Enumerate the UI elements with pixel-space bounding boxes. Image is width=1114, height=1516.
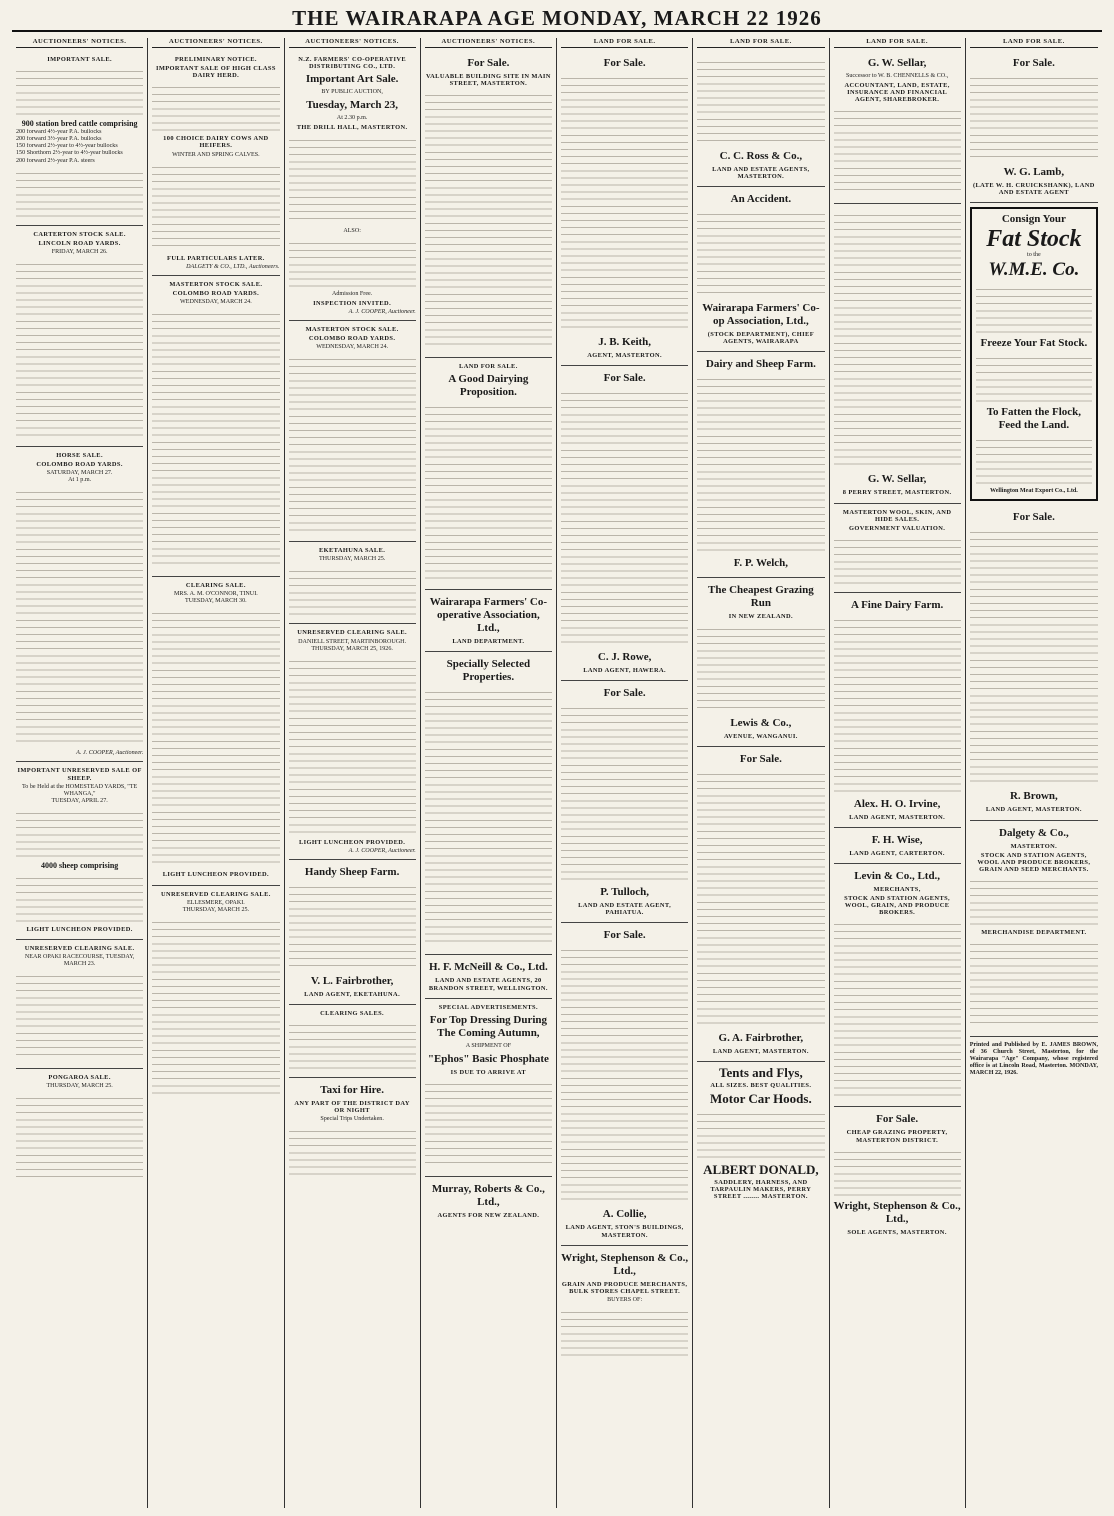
ad-title: 900 station bred cattle comprising bbox=[21, 119, 138, 129]
ad-agent-name: C. C. Ross & Co., bbox=[719, 150, 803, 163]
ad-heading: UNRESERVED CLEARING SALE. bbox=[161, 890, 271, 898]
ad-body-text bbox=[425, 402, 552, 582]
column-3 bbox=[285, 38, 421, 1508]
ad-title: For Sale. bbox=[603, 687, 646, 700]
ad-body-text bbox=[152, 309, 279, 569]
ad-block bbox=[561, 681, 688, 923]
ad-block bbox=[16, 940, 143, 1069]
ad-body-text bbox=[289, 354, 416, 534]
ad-agent-name: P. Tulloch, bbox=[600, 886, 650, 899]
ad-line: Fat Stock bbox=[986, 226, 1082, 253]
ad-block bbox=[970, 821, 1098, 1037]
ad-body-text bbox=[425, 1079, 552, 1169]
ad-block bbox=[970, 505, 1098, 820]
ad-heading: LAND FOR SALE. bbox=[459, 363, 518, 371]
ad-date: WEDNESDAY, MARCH 24. bbox=[316, 344, 389, 351]
ad-subheading: BY PUBLIC AUCTION, bbox=[321, 89, 383, 96]
ad-agent-name: J. B. Keith, bbox=[598, 336, 652, 349]
ad-title: Dairy and Sheep Farm. bbox=[705, 358, 816, 371]
ad-block bbox=[289, 1078, 416, 1183]
ad-title: H. F. McNeill & Co., Ltd. bbox=[429, 961, 548, 974]
ad-heading: MASTERTON WOOL, SKIN, AND HIDE SALES. bbox=[842, 508, 952, 523]
ad-title: For Sale. bbox=[603, 57, 646, 70]
ad-body-text bbox=[561, 703, 688, 883]
ad-agent-name: ALBERT DONALD, bbox=[703, 1161, 819, 1177]
ad-date: Tuesday, March 23, bbox=[306, 99, 398, 112]
ad-agent-role: ACCOUNTANT, LAND, ESTATE, INSURANCE AND FINANCIAL AGENT, SHAREBROKER. bbox=[844, 82, 950, 104]
ad-agent-role: SADDLERY, HARNESS, AND TARPAULIN MAKERS, PERRY STREET ........ MASTERTON. bbox=[710, 1178, 812, 1201]
ad-body-text bbox=[697, 57, 824, 147]
ad-body-text bbox=[16, 873, 143, 923]
ad-agent-name: A. Collie, bbox=[602, 1208, 647, 1221]
ad-block bbox=[834, 828, 961, 864]
ad-body-text bbox=[289, 238, 416, 288]
ad-subheading: MERCHANTS, bbox=[873, 886, 921, 894]
ad-date: THURSDAY, MARCH 25. bbox=[182, 906, 250, 913]
ad-agent-role: 8 PERRY STREET, MASTERTON. bbox=[842, 489, 952, 497]
ad-agent-name: Lewis & Co., bbox=[730, 716, 792, 729]
ad-subheading: COLOMBO ROAD YARDS. bbox=[36, 461, 123, 469]
ad-body-text bbox=[561, 1307, 688, 1357]
ad-body-text bbox=[697, 209, 824, 299]
ad-agent-role: LAND AGENT, STON'S BUILDINGS, MASTERTON. bbox=[565, 1224, 684, 1239]
ad-title: The Cheapest Grazing Run bbox=[708, 584, 814, 610]
ad-block bbox=[834, 593, 961, 828]
ad-block bbox=[152, 276, 279, 577]
ad-title: Wairarapa Farmers' Co-operative Association, Ltd., bbox=[429, 596, 548, 635]
ad-signature: A. J. COOPER, Auctioneer. bbox=[76, 750, 144, 757]
ad-block bbox=[152, 886, 279, 1104]
ad-title: For Top Dressing During The Coming Autumn, bbox=[429, 1013, 547, 1039]
column-7 bbox=[830, 38, 966, 1508]
ad-block bbox=[834, 504, 961, 593]
ad-firm: N.Z. FARMERS' CO-OPERATIVE DISTRIBUTING CO., LTD. bbox=[298, 56, 407, 71]
ad-date: SATURDAY, MARCH 27. bbox=[46, 470, 113, 477]
ad-subheading: LINCOLN ROAD YARDS. bbox=[38, 239, 121, 247]
column-5 bbox=[557, 38, 693, 1508]
ad-subheading: MASTERTON. bbox=[1010, 842, 1058, 850]
ad-body-text bbox=[16, 1093, 143, 1183]
ad-body-text bbox=[289, 135, 416, 225]
ad-title: Important Art Sale. bbox=[305, 73, 399, 86]
ad-agent-name: G. W. Sellar, bbox=[867, 473, 927, 486]
ad-agent-name: Alex. H. O. Irvine, bbox=[853, 797, 941, 810]
list-item: 150 forward 2½-year to 4½-year bullocks bbox=[16, 143, 118, 150]
ad-block bbox=[425, 590, 552, 652]
ad-block bbox=[425, 999, 552, 1177]
ad-subheading: LAND AND ESTATE AGENTS, 20 BRANDON STREET, WELLINGTON. bbox=[428, 977, 548, 992]
list-item: 150 Shorthorn 2½-year to 4½-year bullocks bbox=[16, 150, 123, 157]
ad-block bbox=[697, 1062, 824, 1206]
ad-heading: UNRESERVED CLEARING SALE. bbox=[24, 944, 135, 952]
columns-area bbox=[12, 38, 1102, 1508]
ad-signature: A. J. COOPER, Auctioneer. bbox=[348, 308, 416, 315]
ad-block bbox=[16, 51, 143, 226]
ad-heading: PONGAROA SALE. bbox=[48, 1074, 111, 1082]
column-heading: AUCTIONEERS' NOTICES. bbox=[16, 38, 143, 48]
ad-agent-role: (STOCK DEPARTMENT), CHIEF AGENTS, WAIRARAPA bbox=[707, 331, 815, 346]
ad-title: For Sale. bbox=[603, 372, 646, 385]
ad-agent-role: LAND AGENT, MASTERTON. bbox=[985, 806, 1082, 814]
ad-body-text bbox=[697, 624, 824, 714]
ad-agent-role: (LATE W. H. CRUICKSHANK), LAND AND ESTATE AGENT bbox=[972, 182, 1095, 197]
ad-heading: PRELIMINARY NOTICE. bbox=[174, 56, 257, 64]
ad-body-text bbox=[834, 106, 961, 196]
ad-signature: DALGETY & CO., LTD., Auctioneers. bbox=[186, 263, 280, 270]
ad-product: "Ephos" Basic Phosphate bbox=[427, 1052, 549, 1065]
ad-body-text bbox=[970, 876, 1098, 926]
ad-note: LIGHT LUNCHEON PROVIDED. bbox=[162, 871, 269, 879]
ad-body-text bbox=[976, 353, 1092, 403]
ad-title: For Sale. bbox=[876, 1113, 919, 1126]
column-heading: LAND FOR SALE. bbox=[970, 38, 1098, 48]
ad-agent-name: G. W. Sellar, bbox=[867, 57, 927, 70]
ad-title: For Sale. bbox=[739, 752, 782, 765]
ad-line: Wellington Meat Export Co., Ltd. bbox=[989, 488, 1078, 495]
column-heading: AUCTIONEERS' NOTICES. bbox=[425, 38, 552, 48]
ad-date: THURSDAY, MARCH 25, 1926. bbox=[311, 645, 393, 652]
ad-block bbox=[425, 1177, 552, 1225]
ad-note: LIGHT LUNCHEON PROVIDED. bbox=[26, 925, 133, 933]
ad-block bbox=[289, 51, 416, 321]
newspaper-title: THE WAIRARAPA AGE MONDAY, MARCH 22 1926 bbox=[292, 5, 822, 30]
ad-line: Freeze Your Fat Stock. bbox=[980, 337, 1088, 350]
ad-block bbox=[289, 1005, 416, 1078]
ad-note: BUYERS OF: bbox=[607, 1296, 643, 1303]
ad-block bbox=[697, 747, 824, 1062]
ad-agent-role: LAND AND ESTATE AGENTS, MASTERTON. bbox=[712, 166, 810, 181]
ad-body-text bbox=[16, 971, 143, 1061]
ad-note: Admission Free. bbox=[331, 290, 373, 297]
ad-block bbox=[697, 578, 824, 746]
ad-subheading: DANIELL STREET, MARTINBOROUGH. bbox=[298, 638, 407, 645]
ad-subheading: LAND DEPARTMENT. bbox=[452, 638, 525, 646]
ad-body-text bbox=[970, 527, 1098, 787]
masthead bbox=[12, 6, 1102, 32]
ad-date: THURSDAY, MARCH 25. bbox=[46, 1083, 113, 1090]
list-item: 200 forward 3½-year P.A. bullocks bbox=[16, 136, 102, 143]
ad-block bbox=[152, 51, 279, 276]
ad-block bbox=[834, 51, 961, 204]
ad-title: Motor Car Hoods. bbox=[710, 1090, 812, 1106]
ad-heading: EKETAHUNA SALE. bbox=[318, 547, 386, 555]
ad-subheading: COLOMBO ROAD YARDS. bbox=[172, 289, 260, 297]
ad-agent-role: LAND AGENT, EKETAHUNA. bbox=[304, 990, 401, 998]
ad-body-text bbox=[834, 615, 961, 795]
ad-heading: MERCHANDISE DEPARTMENT. bbox=[981, 928, 1087, 936]
ad-body-text bbox=[289, 1126, 416, 1176]
ad-signature: A. J. COOPER, Auctioneer. bbox=[348, 847, 416, 854]
ad-subheading: ALL SIZES. BEST QUALITIES. bbox=[710, 1081, 812, 1089]
ad-subheading: MRS. A. M. O'CONNOR, TINUI. bbox=[173, 591, 258, 598]
ad-body-text bbox=[561, 945, 688, 1205]
ad-heading: CARTERTON STOCK SALE. bbox=[33, 230, 126, 238]
ad-block bbox=[425, 358, 552, 590]
ad-heading: MASTERTON STOCK SALE. bbox=[169, 280, 263, 288]
ad-note: IS DUE TO ARRIVE AT bbox=[450, 1068, 527, 1076]
ad-block bbox=[152, 577, 279, 885]
ad-title: For Sale. bbox=[603, 929, 646, 942]
ad-title: For Sale. bbox=[1012, 57, 1055, 70]
ad-block bbox=[425, 955, 552, 998]
ad-line: To Fatten the Flock, Feed the Land. bbox=[986, 406, 1082, 432]
ad-agent-name: R. Brown, bbox=[1009, 790, 1058, 803]
ad-agent-role: STOCK AND STATION AGENTS, WOOL, GRAIN, AND PRODUCE BROKERS. bbox=[844, 895, 951, 917]
ad-block bbox=[697, 187, 824, 352]
ad-body-text bbox=[976, 435, 1092, 485]
ad-agent-role: LAND AGENT, CARTERTON. bbox=[849, 849, 945, 857]
list-item: 200 forward 4½-year P.A. bullocks bbox=[16, 129, 102, 136]
column-heading: AUCTIONEERS' NOTICES. bbox=[152, 38, 279, 48]
ad-title: For Sale. bbox=[467, 57, 510, 70]
ad-heading: CLEARING SALE. bbox=[185, 582, 246, 590]
ad-title: For Sale. bbox=[1012, 511, 1055, 524]
ad-body-text bbox=[834, 1147, 961, 1197]
ad-subheading: 100 CHOICE DAIRY COWS AND HEIFERS. bbox=[163, 135, 269, 150]
meat-export-ad bbox=[970, 207, 1098, 501]
ad-block bbox=[16, 762, 143, 940]
ad-agent-role: LAND AGENT, HAWERA. bbox=[583, 667, 666, 675]
ad-body-text bbox=[16, 487, 143, 747]
ad-date: THURSDAY, MARCH 25. bbox=[318, 556, 386, 563]
ad-body-text bbox=[976, 284, 1092, 334]
ad-body-text bbox=[289, 882, 416, 972]
ad-line: W.M.E. Co. bbox=[988, 259, 1080, 281]
column-6 bbox=[693, 38, 829, 1508]
ad-agent-role: LAND AND ESTATE AGENT, PAHIATUA. bbox=[578, 902, 672, 917]
ad-title: Murray, Roberts & Co., Ltd., bbox=[431, 1182, 545, 1208]
ad-date: WEDNESDAY, MARCH 24. bbox=[179, 299, 252, 306]
ad-agent-name: W. G. Lamb, bbox=[1003, 166, 1065, 179]
ad-block bbox=[561, 51, 688, 366]
ad-heading: CLEARING SALES. bbox=[320, 1009, 385, 1017]
ad-agent-name: Wright, Stephenson & Co., Ltd., bbox=[833, 1199, 961, 1225]
ad-block bbox=[289, 624, 416, 859]
ad-title: A Fine Dairy Farm. bbox=[850, 598, 944, 611]
ad-note: LIGHT LUNCHEON PROVIDED. bbox=[299, 838, 406, 846]
ad-date: TUESDAY, MARCH 30. bbox=[185, 598, 247, 605]
ad-agent-role: STOCK AND STATION AGENTS, WOOL AND PRODUCE BROKERS, GRAIN AND SEED MERCHANTS. bbox=[977, 851, 1091, 873]
ad-body-text bbox=[152, 917, 279, 1097]
ad-body-text bbox=[152, 162, 279, 252]
column-1 bbox=[12, 38, 148, 1508]
ad-body-text bbox=[834, 210, 961, 470]
ad-body-text bbox=[289, 1020, 416, 1070]
ad-agent-name: F. P. Welch, bbox=[733, 557, 789, 570]
ad-note: FULL PARTICULARS LATER. bbox=[167, 254, 265, 262]
ad-body-text bbox=[561, 73, 688, 333]
ad-note: INSPECTION INVITED. bbox=[313, 299, 392, 307]
ad-heading: MASTERTON STOCK SALE. bbox=[305, 325, 399, 333]
list-item: 200 forward 2½-year P.A. steers bbox=[16, 157, 95, 164]
ad-title: Specially Selected Properties. bbox=[446, 658, 531, 684]
ad-agent-name: F. H. Wise, bbox=[871, 833, 923, 846]
ad-body-text bbox=[834, 919, 961, 1099]
ad-body-text bbox=[697, 769, 824, 1029]
ad-subheading: GRAIN AND PRODUCE MERCHANTS, BULK STORES CHAPEL STREET. bbox=[561, 1280, 688, 1295]
ad-agent-role: LAND AGENT, MASTERTON. bbox=[712, 1047, 809, 1055]
ad-firm: Wairarapa Farmers' Co-op Association, Ltd., bbox=[702, 302, 820, 328]
ad-agent-role: AGENT, MASTERTON. bbox=[587, 352, 662, 360]
ad-agent-role: AVENUE, WANGANUI. bbox=[723, 732, 798, 740]
ad-heading: IMPORTANT SALE. bbox=[47, 56, 113, 64]
ad-body-text bbox=[16, 259, 143, 439]
ad-title: 4000 sheep comprising bbox=[40, 860, 119, 870]
imprint-block bbox=[970, 1037, 1098, 1083]
ad-date: TUESDAY, APRIL 27. bbox=[51, 797, 108, 804]
ad-title: Taxi for Hire. bbox=[320, 1084, 384, 1097]
ad-subheading: GOVERNMENT VALUATION. bbox=[848, 524, 946, 532]
ad-body-text bbox=[152, 82, 279, 132]
ad-heading: SPECIAL ADVERTISEMENTS. bbox=[438, 1003, 538, 1011]
ad-place: NEAR OPAKI RACECOURSE, TUESDAY, MARCH 23. bbox=[24, 954, 135, 968]
ad-block bbox=[425, 652, 552, 955]
ad-block bbox=[289, 321, 416, 542]
column-heading: LAND FOR SALE. bbox=[697, 38, 824, 48]
ad-line: Consign Your bbox=[1001, 213, 1066, 226]
ad-subheading: ELLESMERE, OPAKI. bbox=[186, 899, 245, 906]
ad-title: Wright, Stephenson & Co., Ltd., bbox=[561, 1251, 689, 1277]
ad-block bbox=[16, 447, 143, 762]
ad-block bbox=[834, 1107, 961, 1241]
ad-block bbox=[425, 51, 552, 358]
ad-note: Special Trips Undertaken. bbox=[320, 1116, 384, 1123]
ad-body-text bbox=[561, 388, 688, 648]
ad-body-text bbox=[970, 939, 1098, 1029]
ad-subheading: CHEAP GRAZING PROPERTY, MASTERTON DISTRICT. bbox=[846, 1129, 948, 1144]
ad-title: Tents and Flys, bbox=[719, 1064, 803, 1080]
ad-subheading: WINTER AND SPRING CALVES. bbox=[172, 151, 260, 158]
ad-title: A Good Dairying Proposition. bbox=[448, 373, 529, 399]
ad-heading: IMPORTANT UNRESERVED SALE OF SHEEP. bbox=[17, 767, 142, 782]
imprint: Printed and Published by E. JAMES BROWN, of 36 Church Street, Masterton, for the Wairarapa "Age" Company, whose registered office is at Lincoln Road, Masterton. MONDAY, MARCH 22, 1926. bbox=[969, 1042, 1098, 1077]
column-8 bbox=[966, 38, 1102, 1508]
column-2 bbox=[148, 38, 284, 1508]
ad-date: FRIDAY, MARCH 26. bbox=[51, 248, 108, 255]
ad-line: to the bbox=[1027, 252, 1041, 259]
column-heading: LAND FOR SALE. bbox=[561, 38, 688, 48]
ad-block bbox=[697, 51, 824, 187]
ad-agent-name: Dalgety & Co., bbox=[999, 826, 1069, 839]
ad-subheading: Successor to W. B. CHENNELLS & CO., bbox=[846, 73, 949, 80]
ad-body-text bbox=[289, 566, 416, 616]
ad-body-text bbox=[697, 1109, 824, 1159]
ad-block bbox=[289, 860, 416, 1005]
ad-block bbox=[834, 204, 961, 503]
ad-body-text bbox=[16, 808, 143, 858]
ad-block bbox=[16, 1069, 143, 1190]
column-heading: AUCTIONEERS' NOTICES. bbox=[289, 38, 416, 48]
ad-title: Handy Sheep Farm. bbox=[304, 865, 400, 878]
ad-block bbox=[289, 542, 416, 624]
ad-subheading: A SHIPMENT OF bbox=[465, 1042, 511, 1049]
ad-body-text bbox=[16, 168, 143, 218]
ad-agent-role: LAND AGENT, MASTERTON. bbox=[849, 813, 946, 821]
ad-subheading: AGENTS FOR NEW ZEALAND. bbox=[437, 1211, 540, 1219]
ad-time: At 2.30 p.m. bbox=[336, 115, 368, 122]
ad-heading: UNRESERVED CLEARING SALE. bbox=[297, 629, 407, 637]
ad-block bbox=[697, 352, 824, 578]
ad-place: THE DRILL HALL, MASTERTON. bbox=[296, 124, 408, 132]
ad-agent-role: SOLE AGENTS, MASTERTON. bbox=[847, 1228, 947, 1236]
ad-body-text bbox=[16, 66, 143, 116]
ad-subheading: VALUABLE BUILDING SITE IN MAIN STREET, MASTERTON. bbox=[425, 73, 551, 88]
ad-heading: HORSE SALE. bbox=[56, 451, 103, 459]
ad-title: An Accident. bbox=[730, 193, 792, 206]
ad-body-text bbox=[425, 90, 552, 350]
ad-block bbox=[834, 864, 961, 1107]
ad-body-text bbox=[834, 535, 961, 585]
column-4 bbox=[421, 38, 557, 1508]
ad-body-text bbox=[697, 374, 824, 554]
ad-body-text bbox=[425, 687, 552, 947]
ad-block bbox=[561, 366, 688, 681]
ad-agent-name: Levin & Co., Ltd., bbox=[854, 870, 941, 883]
ad-place: To be Held at the HOMESTEAD YARDS, "TE WHANGA," bbox=[22, 783, 138, 797]
ad-body-text bbox=[152, 608, 279, 868]
ad-agent-name: V. L. Fairbrother, bbox=[310, 974, 394, 987]
ad-title: IMPORTANT SALE OF HIGH CLASS DAIRY HERD. bbox=[155, 65, 276, 80]
ad-also: ALSO: bbox=[343, 227, 361, 234]
ad-time: At 1 p.m. bbox=[68, 477, 92, 484]
ad-block bbox=[970, 51, 1098, 203]
ad-body-text bbox=[970, 73, 1098, 163]
ad-agent-name: G. A. Fairbrother, bbox=[718, 1031, 804, 1044]
ad-subheading: COLOMBO ROAD YARDS. bbox=[308, 335, 396, 343]
ad-agent-name: C. J. Rowe, bbox=[597, 651, 652, 664]
ad-subheading: ANY PART OF THE DISTRICT DAY OR NIGHT bbox=[294, 1100, 410, 1115]
ad-block bbox=[16, 226, 143, 447]
ad-list bbox=[16, 129, 143, 164]
ad-subheading: IN NEW ZEALAND. bbox=[728, 613, 794, 621]
ad-block bbox=[561, 1246, 688, 1364]
ad-block bbox=[561, 923, 688, 1245]
ad-body-text bbox=[289, 656, 416, 836]
column-heading: LAND FOR SALE. bbox=[834, 38, 961, 48]
